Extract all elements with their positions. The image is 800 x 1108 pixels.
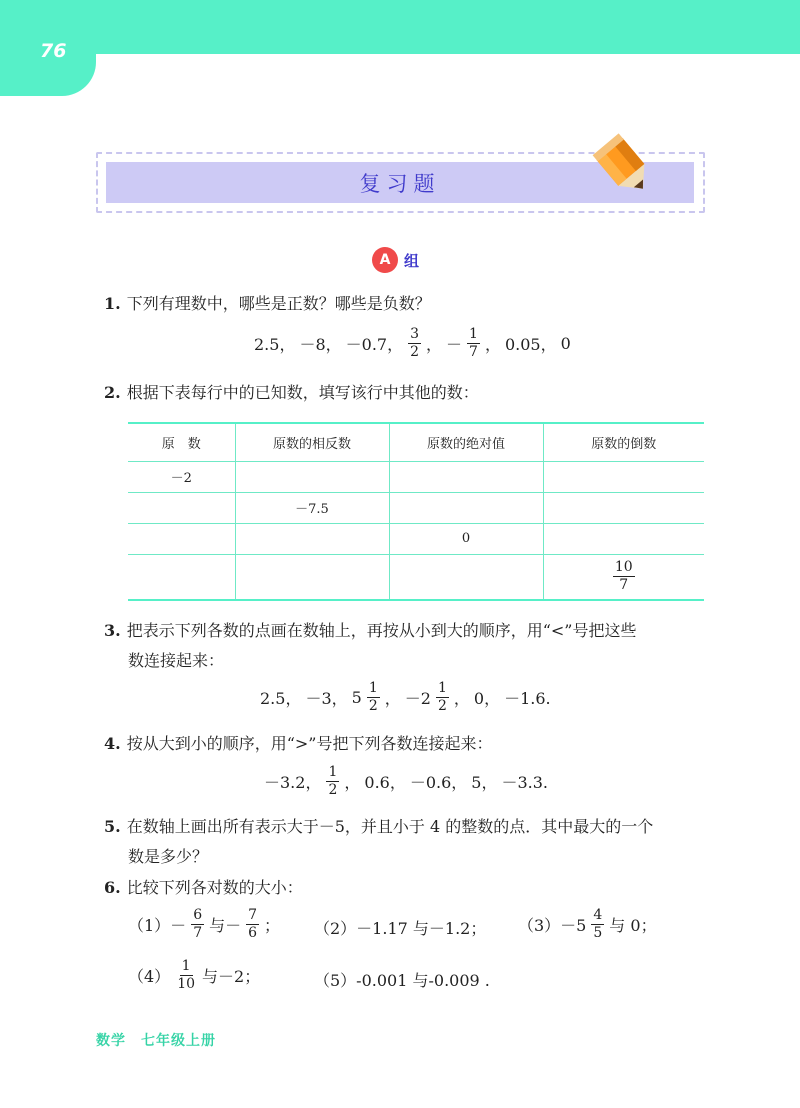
separator: ， bbox=[384, 689, 401, 708]
denominator: 2 bbox=[437, 698, 447, 714]
table-cell bbox=[235, 461, 389, 492]
question-number: 4. bbox=[104, 734, 121, 753]
separator: ， bbox=[453, 689, 470, 708]
fraction bbox=[613, 559, 635, 594]
numerator: 3 bbox=[410, 326, 420, 342]
header-band bbox=[0, 0, 800, 54]
math-item: －3.2， bbox=[264, 773, 322, 792]
number-table bbox=[128, 422, 704, 601]
table-row bbox=[128, 492, 704, 523]
table-cell bbox=[128, 523, 235, 554]
table-cell bbox=[389, 492, 543, 523]
column-header: 原数的倒数 bbox=[543, 423, 704, 461]
numerator: 4 bbox=[593, 907, 603, 923]
math-item: 2.5， bbox=[254, 335, 296, 354]
question-6-part-1 bbox=[126, 907, 282, 942]
math-item: －8， bbox=[299, 335, 342, 354]
table-cell bbox=[128, 492, 235, 523]
question-6 bbox=[104, 877, 303, 899]
question-text: 下列有理数中，哪些是正数？哪些是负数？ bbox=[126, 294, 431, 313]
separator: ； bbox=[264, 916, 281, 935]
numerator: 1 bbox=[328, 764, 338, 780]
math-item: 2.5， bbox=[260, 689, 302, 708]
math-item: －3， bbox=[305, 689, 348, 708]
column-header: 原数的相反数 bbox=[235, 423, 389, 461]
question-4-numbers bbox=[262, 764, 550, 799]
fraction bbox=[467, 326, 480, 361]
math-item: 0， bbox=[473, 689, 501, 708]
part-label: （1）－ bbox=[128, 916, 187, 935]
table-cell bbox=[235, 554, 389, 600]
part-text: 与 0； bbox=[609, 916, 657, 935]
question-text: 按从大到小的顺序，用“>”号把下列各数连接起来： bbox=[126, 734, 493, 753]
numerator: 10 bbox=[614, 559, 633, 576]
question-text: 比较下列各对数的大小： bbox=[126, 878, 303, 897]
question-text: 根据下表每行中的已知数，填写该行中其他的数： bbox=[126, 383, 479, 402]
table-cell bbox=[389, 461, 543, 492]
group-marker bbox=[372, 246, 419, 274]
separator: ， bbox=[426, 335, 443, 354]
question-2 bbox=[104, 382, 479, 404]
book-footer: 数学 七年级上册 bbox=[96, 1033, 216, 1049]
fraction bbox=[591, 907, 604, 942]
separator: ， bbox=[484, 335, 501, 354]
question-5-continued: 数是多少？ bbox=[128, 847, 209, 866]
question-6-part-4 bbox=[126, 958, 262, 993]
table-cell: 0 bbox=[389, 523, 543, 554]
question-text: 把表示下列各数的点画在数轴上，再按从小到大的顺序，用“<”号把这些 bbox=[126, 621, 637, 640]
group-label: 组 bbox=[404, 251, 420, 270]
table-header-row bbox=[128, 423, 704, 461]
group-badge: A bbox=[372, 247, 398, 273]
part-label: （4） bbox=[128, 967, 171, 986]
table-cell bbox=[543, 523, 704, 554]
table-cell bbox=[543, 492, 704, 523]
fraction bbox=[367, 680, 380, 715]
denominator: 7 bbox=[193, 925, 203, 941]
question-3-continued: 数连接起来： bbox=[128, 651, 225, 670]
mixed-integer: 5 bbox=[351, 688, 362, 707]
numerator: 1 bbox=[437, 680, 447, 696]
denominator: 7 bbox=[619, 577, 629, 594]
denominator: 7 bbox=[469, 344, 478, 360]
table-cell: －7.5 bbox=[235, 492, 389, 523]
math-item: －0.6， bbox=[409, 773, 468, 792]
table-row bbox=[128, 523, 704, 554]
section-title: 复习题 bbox=[359, 172, 441, 196]
table-row bbox=[128, 461, 704, 492]
column-header: 原 数 bbox=[128, 423, 235, 461]
question-number: 1. bbox=[104, 294, 121, 313]
numerator: 6 bbox=[193, 907, 203, 923]
fraction bbox=[246, 907, 259, 942]
fraction bbox=[436, 680, 449, 715]
question-number: 2. bbox=[104, 383, 121, 402]
pencil-icon bbox=[588, 130, 658, 200]
question-5 bbox=[104, 816, 653, 838]
table-cell bbox=[543, 461, 704, 492]
table-row bbox=[128, 554, 704, 600]
numerator: 7 bbox=[248, 907, 258, 923]
question-1 bbox=[104, 293, 431, 315]
fraction bbox=[191, 907, 204, 942]
table-cell bbox=[128, 554, 235, 600]
question-number: 5. bbox=[104, 817, 121, 836]
denominator: 5 bbox=[593, 925, 603, 941]
math-item: －1.6. bbox=[504, 689, 551, 708]
numerator: 1 bbox=[469, 326, 478, 342]
denominator: 2 bbox=[410, 344, 420, 360]
question-number: 6. bbox=[104, 878, 121, 897]
question-6-part-3 bbox=[516, 907, 659, 942]
separator: ， bbox=[344, 773, 361, 792]
table-cell bbox=[389, 554, 543, 600]
math-item: 0.6， bbox=[364, 773, 406, 792]
page-number: 76 bbox=[40, 40, 67, 62]
table-cell bbox=[235, 523, 389, 554]
question-4 bbox=[104, 733, 492, 755]
math-item: －0.7， bbox=[345, 335, 404, 354]
denominator: 6 bbox=[248, 925, 258, 941]
question-6-part-2 bbox=[312, 916, 488, 939]
part-text: 与－2； bbox=[202, 967, 261, 986]
fraction bbox=[175, 958, 197, 993]
question-3-numbers bbox=[258, 680, 553, 715]
part-label: （3）－5 bbox=[518, 916, 587, 935]
part-text: （5）-0.001 与-0.009 . bbox=[314, 971, 490, 990]
math-item: 0.05， bbox=[504, 335, 557, 354]
math-item: 5， bbox=[471, 773, 498, 792]
denominator: 2 bbox=[328, 782, 338, 798]
denominator: 10 bbox=[177, 976, 196, 992]
numerator: 1 bbox=[181, 958, 191, 974]
math-item: 0 bbox=[560, 334, 571, 353]
math-item: －3.3. bbox=[501, 773, 549, 792]
part-text: （2）－1.17 与－1.2； bbox=[314, 919, 487, 938]
connector: 与－ bbox=[209, 916, 242, 935]
question-1-numbers bbox=[252, 326, 573, 361]
denominator: 2 bbox=[368, 698, 378, 714]
minus-sign: － bbox=[446, 335, 463, 354]
table-cell: －2 bbox=[128, 461, 235, 492]
fraction bbox=[408, 326, 421, 361]
fraction bbox=[326, 764, 339, 799]
question-6-part-5 bbox=[312, 968, 492, 991]
question-3 bbox=[104, 620, 636, 642]
column-header: 原数的绝对值 bbox=[389, 423, 543, 461]
numerator: 1 bbox=[368, 680, 378, 696]
question-number: 3. bbox=[104, 621, 121, 640]
mixed-integer: －2 bbox=[404, 689, 431, 708]
table-cell bbox=[543, 554, 704, 600]
question-text: 在数轴上画出所有表示大于－5，并且小于 4 的整数的点．其中最大的一个 bbox=[126, 817, 654, 836]
